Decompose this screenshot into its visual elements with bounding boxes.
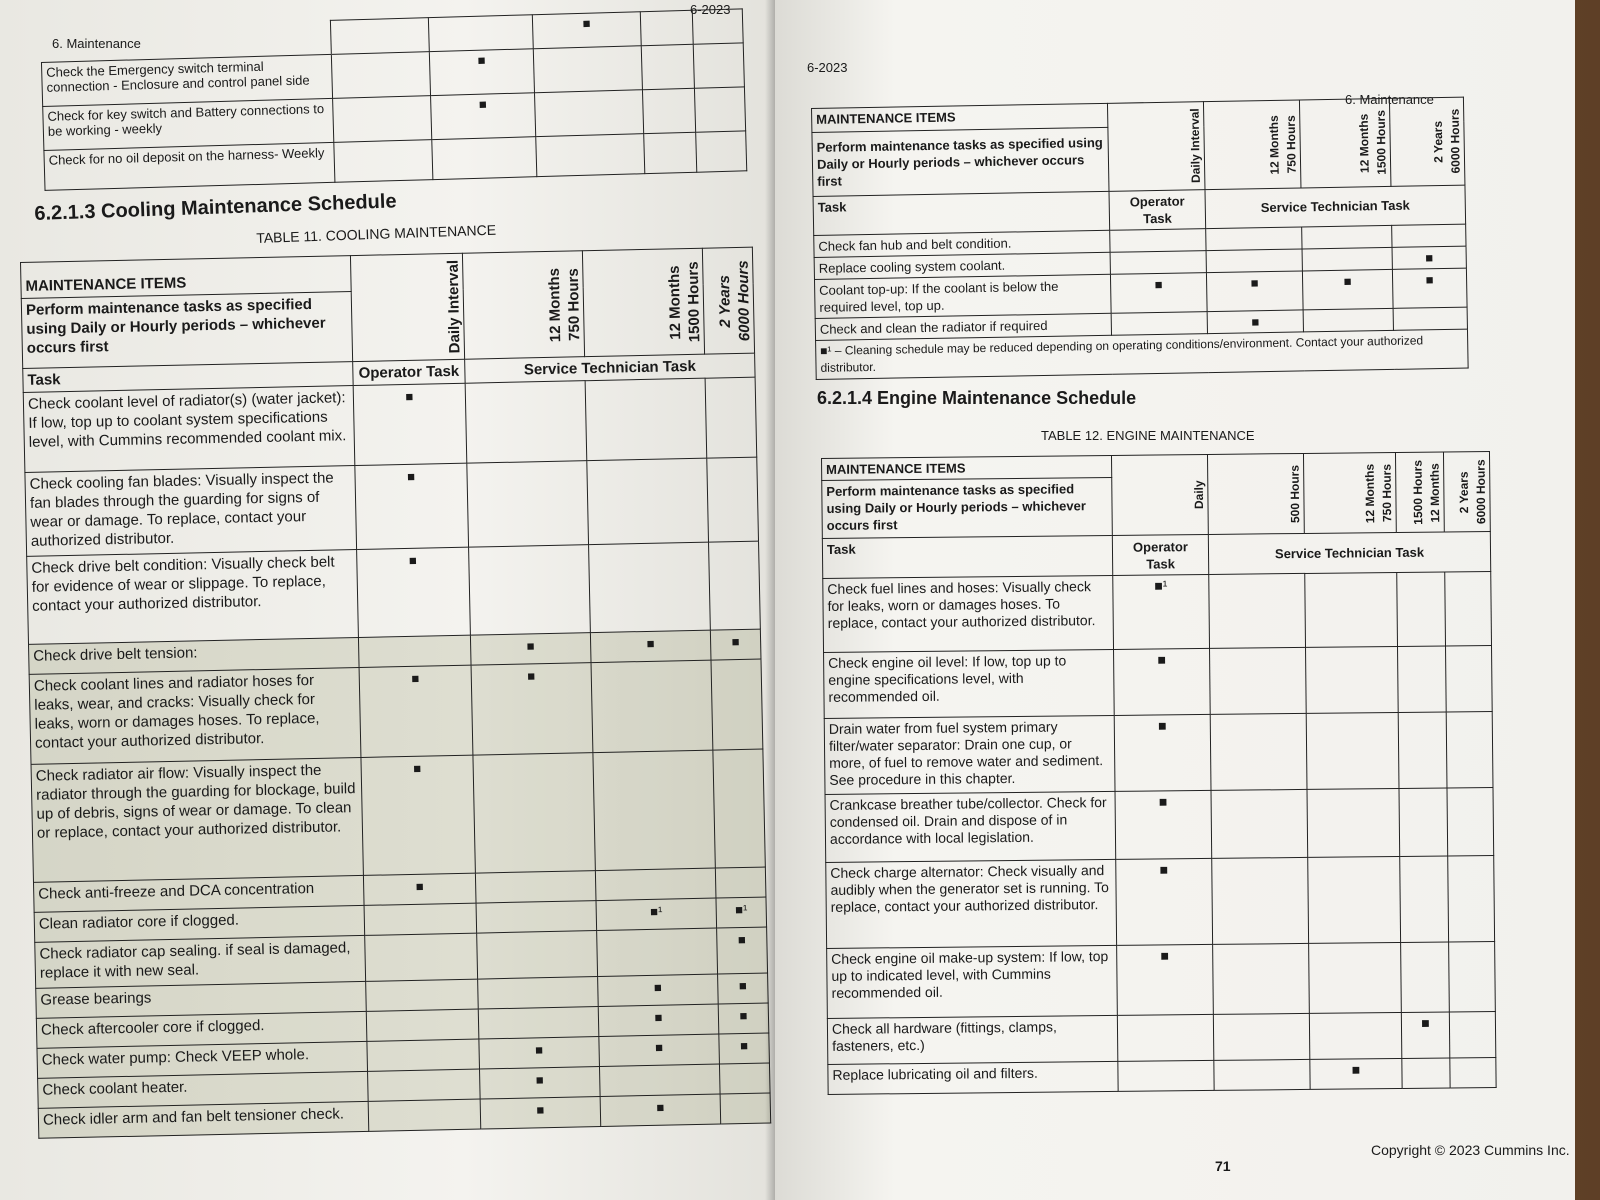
schedule-mark: ■ — [1116, 858, 1213, 945]
schedule-mark: ■¹ — [596, 898, 717, 931]
schedule-mark — [1206, 227, 1302, 251]
schedule-mark: ■ — [480, 1097, 601, 1130]
schedule-mark — [1118, 1060, 1214, 1091]
cell-mark — [333, 96, 432, 143]
schedule-mark — [1213, 943, 1310, 1014]
right-top-date: 6-2023 — [807, 60, 848, 75]
schedule-mark — [368, 1099, 481, 1131]
schedule-mark: ■ — [718, 973, 769, 1004]
top-row-task: Check for no oil deposit on the harness- Weekly — [44, 142, 335, 190]
col-daily: Daily — [1111, 454, 1208, 535]
schedule-mark: ■ — [1207, 310, 1303, 334]
service-task-label: Service Technician Task — [1205, 185, 1466, 229]
schedule-mark: ■¹ — [1113, 574, 1210, 649]
right-header-section: 6. Maintenance — [1345, 92, 1434, 107]
schedule-mark — [1449, 1011, 1495, 1057]
top-header-mark-4 — [692, 9, 743, 44]
schedule-mark: ■ — [1115, 790, 1212, 859]
schedule-mark — [1206, 249, 1302, 273]
col-500h: 500 Hours — [1207, 453, 1304, 534]
schedule-mark — [1213, 1013, 1309, 1060]
table-row — [825, 787, 1494, 862]
maintenance-items-header: MAINTENANCE ITEMS — [21, 256, 352, 299]
col-12m-750h: 12 Months 750 Hours — [1203, 100, 1301, 189]
schedule-mark — [713, 749, 765, 868]
col-12m-750h: 12 Months 750 Hours — [1303, 452, 1396, 533]
task-cell: Replace lubricating oil and filters. — [828, 1061, 1118, 1094]
task-cell: Check drive belt condition: Visually check belt for evidence of wear or slippage. To replace, contact your authorized distributor. — [27, 550, 359, 645]
schedule-mark — [1401, 942, 1450, 1012]
schedule-mark: ■ — [598, 1004, 719, 1037]
schedule-mark — [715, 867, 766, 898]
schedule-mark — [1211, 789, 1308, 858]
left-top-corner: 6-2023 — [690, 2, 731, 17]
cell-mark: ■ — [429, 49, 534, 96]
cell-mark — [641, 44, 694, 89]
schedule-mark — [1305, 572, 1398, 647]
schedule-mark: ■ — [1114, 648, 1211, 715]
schedule-mark: ■ — [717, 927, 768, 974]
cell-mark — [536, 134, 645, 177]
task-cell: Coolant top-up: If the coolant is below the required level, top up. — [814, 274, 1111, 318]
schedule-mark — [707, 458, 759, 543]
table-row — [827, 1011, 1495, 1064]
task-label: Task — [23, 362, 353, 393]
schedule-mark: ■ — [718, 1003, 769, 1034]
col-2y-6000h: 2 Years 6000 Hours — [1389, 97, 1465, 186]
cell-mark — [533, 46, 642, 93]
task-cell: Grease bearings — [36, 982, 367, 1019]
schedule-mark — [367, 1039, 480, 1071]
left-top-table — [40, 8, 747, 191]
table-row — [25, 458, 759, 557]
perform-text: Perform maintenance tasks as specified using Daily or Hourly periods – whichever occurs first — [812, 127, 1109, 196]
cell-mark — [694, 87, 745, 132]
schedule-mark — [477, 931, 598, 980]
schedule-mark — [1302, 225, 1392, 249]
col-12m-1500h: 12 Months 1500 Hours — [582, 248, 704, 357]
schedule-mark — [358, 636, 471, 668]
schedule-mark — [475, 871, 596, 904]
task-cell: Check engine oil make-up system: If low, top up to indicated level, with Cummins recommended oil. — [827, 945, 1118, 1018]
task-cell: Crankcase breather tube/collector. Check for condensed oil. Drain and dispose of in accordance with local legislation. — [825, 791, 1116, 862]
cooling-continued-table — [811, 97, 1469, 380]
task-label: Task — [822, 535, 1112, 578]
task-cell: Check fan hub and belt condition. — [814, 230, 1110, 257]
schedule-mark — [1309, 1012, 1401, 1059]
task-cell: Check all hardware (fittings, clamps, fasteners, etc.) — [827, 1015, 1117, 1064]
page-number: 71 — [1215, 1158, 1231, 1174]
schedule-mark — [1302, 247, 1392, 271]
schedule-mark: ■ — [1110, 272, 1207, 313]
schedule-mark — [585, 379, 707, 461]
table-row — [826, 855, 1495, 948]
task-cell: Check and clean the radiator if required — [815, 313, 1111, 340]
schedule-mark — [593, 750, 715, 870]
schedule-mark: ■ — [598, 974, 719, 1007]
schedule-mark: ■ — [470, 633, 591, 666]
schedule-mark — [1209, 573, 1306, 648]
schedule-mark — [1111, 311, 1207, 335]
schedule-mark: ■ — [479, 1037, 600, 1070]
task-cell: Check engine oil level: If low, top up to engine specifications level, with recommended oil. — [824, 649, 1115, 718]
schedule-mark — [467, 461, 589, 547]
task-cell: Replace cooling system coolant. — [814, 252, 1110, 279]
schedule-mark — [1210, 713, 1307, 790]
task-cell: Check coolant level of radiator(s) (water jacket): If low, top up to coolant system specifications level, with Cummins recommended coolant mix. — [23, 386, 355, 473]
table-row — [31, 749, 765, 882]
task-cell: Check drive belt tension: — [29, 638, 360, 675]
schedule-mark — [1398, 646, 1447, 712]
operator-task-label: Operator Task — [1109, 189, 1206, 230]
copyright: Copyright © 2023 Cummins Inc. — [1371, 1142, 1570, 1158]
engine-section-title: 6.2.1.4 Engine Maintenance Schedule — [817, 388, 1137, 408]
col-12m-750h: 12 Months 750 Hours — [462, 251, 584, 360]
cell-mark — [331, 52, 430, 99]
schedule-mark — [1117, 1014, 1213, 1061]
cell-mark — [644, 132, 697, 173]
perform-text: Perform maintenance tasks as specified using Daily or Hourly periods – whichever occurs first — [21, 292, 352, 369]
schedule-mark — [473, 753, 595, 873]
schedule-mark: ■ — [471, 663, 593, 755]
schedule-mark — [1400, 856, 1449, 942]
schedule-mark: ■ — [363, 873, 476, 905]
cell-mark — [534, 90, 643, 137]
schedule-mark: ■ — [355, 464, 469, 550]
schedule-mark — [1445, 571, 1492, 645]
schedule-mark — [595, 868, 716, 901]
schedule-mark — [1110, 250, 1206, 274]
task-cell: Check coolant heater. — [38, 1072, 369, 1109]
schedule-mark — [1303, 308, 1393, 332]
schedule-mark — [1307, 788, 1400, 857]
table-row — [23, 378, 757, 473]
cell-mark: ■ — [431, 93, 536, 140]
schedule-mark — [587, 459, 709, 545]
task-cell: Check aftercooler core if clogged. — [36, 1012, 367, 1049]
task-cell: Check anti-freeze and DCA concentration — [34, 876, 365, 913]
schedule-mark — [1306, 712, 1399, 789]
schedule-mark: ■ — [361, 756, 475, 876]
schedule-mark — [705, 378, 757, 459]
schedule-mark: ■ — [359, 666, 473, 758]
schedule-mark: ■ — [1392, 246, 1466, 269]
engine-table-caption: TABLE 12. ENGINE MAINTENANCE — [1041, 428, 1255, 443]
schedule-mark: ■ — [1114, 714, 1211, 791]
schedule-mark: ■¹ — [716, 897, 767, 928]
schedule-mark — [1393, 307, 1467, 330]
schedule-mark — [1308, 856, 1401, 943]
schedule-mark — [1399, 788, 1448, 856]
schedule-mark: ■ — [599, 1034, 720, 1067]
table-row — [824, 645, 1493, 718]
col-2y-6000h: 2 Years 6000 Hours — [702, 247, 754, 354]
task-cell: Check radiator air flow: Visually inspect the radiator through the guarding for blockage, build up of debris, signs of wear or damage. To clean or replace, contact your authorized distributor. — [31, 758, 363, 883]
schedule-mark — [368, 1069, 481, 1101]
schedule-mark: ■ — [1302, 269, 1393, 310]
cooling-table-caption: TABLE 11. COOLING MAINTENANCE — [256, 221, 497, 246]
task-cell: Check water pump: Check VEEP whole. — [37, 1042, 368, 1079]
footnote: ■¹ – Cleaning schedule may be reduced depending on operating conditions/environment. Contact your authorized distributor. — [816, 329, 1469, 379]
col-12m-1500h: 12 Months 1500 Hours — [1299, 98, 1391, 187]
schedule-mark — [1450, 1057, 1496, 1087]
schedule-mark — [366, 1009, 479, 1041]
maintenance-items-header: MAINTENANCE ITEMS — [812, 103, 1108, 132]
schedule-mark — [720, 1093, 771, 1124]
schedule-mark — [1306, 646, 1399, 713]
left-page — [0, 0, 775, 1200]
right-page — [775, 0, 1575, 1200]
schedule-mark — [709, 541, 761, 630]
schedule-mark — [1449, 941, 1496, 1011]
schedule-mark: ■ — [1206, 271, 1303, 312]
schedule-mark — [365, 933, 478, 981]
maintenance-items-header: MAINTENANCE ITEMS — [822, 455, 1112, 480]
schedule-mark: ■ — [353, 384, 467, 466]
schedule-mark — [366, 979, 479, 1011]
engine-maintenance-table — [821, 451, 1497, 1095]
task-cell: Check radiator cap sealing. if seal is damaged, replace it with new seal. — [35, 936, 366, 989]
cell-mark — [334, 140, 433, 183]
schedule-mark — [589, 543, 711, 633]
schedule-mark — [597, 928, 718, 977]
cooling-section-title: 6.2.1.3 Cooling Maintenance Schedule — [34, 190, 397, 225]
task-cell: Check cooling fan blades: Visually inspect the fan blades through the guarding for signs of wear or damage. To replace, contact your authorized distributor. — [25, 466, 357, 557]
col-1500h-12m: 1500 Hours 12 Months — [1395, 452, 1444, 532]
schedule-mark — [1446, 645, 1493, 711]
task-cell: Check charge alternator: Check visually and audibly when the generator set is running. To replace, contact your authorized distributor. — [826, 859, 1117, 948]
top-header-mark-2: ■ — [532, 12, 641, 49]
schedule-mark — [364, 903, 477, 935]
col-2y-6000h: 2 Years 6000 Hours — [1443, 451, 1490, 531]
cell-mark — [696, 131, 747, 172]
schedule-mark: ■ — [1392, 268, 1467, 308]
task-cell: Check fuel lines and hoses: Visually check for leaks, worn or damages hoses. To replace, contact your authorized distributor. — [823, 575, 1114, 652]
schedule-mark — [591, 661, 713, 753]
schedule-mark — [1447, 787, 1494, 855]
schedule-mark — [478, 1007, 599, 1040]
table-row — [27, 541, 761, 644]
cell-mark — [693, 43, 744, 88]
table-row — [823, 571, 1492, 652]
operator-task-label: Operator Task — [353, 360, 465, 386]
schedule-mark — [1398, 712, 1447, 788]
schedule-mark — [465, 381, 587, 463]
operator-task-label: Operator Task — [1112, 534, 1208, 575]
schedule-mark: ■ — [480, 1067, 601, 1100]
service-task-label: Service Technician Task — [465, 354, 755, 384]
task-cell: Check coolant lines and radiator hoses for leaks, wear, and cracks: Visually check for leaks, worn or damages hoses. To replace, contact your authorized distributor. — [29, 668, 361, 765]
schedule-mark — [1448, 855, 1495, 941]
task-cell: Drain water from fuel system primary filter/water separator: Drain one cup, or more, of fuel to remove water and sediment. See procedure in this chapter. — [824, 715, 1115, 794]
top-row-task: Check the Emergency switch terminal connection - Enclosure and control panel side — [41, 54, 332, 106]
cooling-maintenance-table — [20, 247, 771, 1140]
schedule-mark — [476, 901, 597, 934]
schedule-mark — [1110, 228, 1206, 252]
perform-text: Perform maintenance tasks as specified using Daily or Hourly periods – whichever occurs first — [822, 477, 1113, 538]
schedule-mark — [599, 1064, 720, 1097]
schedule-mark — [719, 1063, 770, 1094]
table-row — [827, 941, 1496, 1018]
task-cell: Clean radiator core if clogged. — [34, 906, 365, 943]
top-row-task: Check for key switch and Battery connections to be working - weekly — [43, 98, 334, 150]
schedule-mark — [469, 545, 591, 635]
schedule-mark: ■ — [357, 548, 471, 638]
table-row — [29, 659, 763, 764]
col-daily-interval: Daily Interval — [1107, 102, 1205, 191]
schedule-mark: ■ — [710, 629, 761, 660]
schedule-mark — [711, 659, 763, 750]
cell-mark — [432, 137, 537, 180]
schedule-mark — [478, 977, 599, 1010]
schedule-mark — [1212, 857, 1309, 944]
table-row — [828, 1057, 1496, 1094]
top-header-mark-0 — [330, 18, 429, 55]
col-daily-interval: Daily Interval — [350, 253, 464, 362]
schedule-mark: ■ — [1310, 1058, 1402, 1089]
left-header-section: 6. Maintenance — [52, 36, 141, 51]
schedule-mark — [1446, 711, 1493, 787]
schedule-mark — [1397, 572, 1446, 646]
service-task-label: Service Technician Task — [1208, 531, 1490, 574]
schedule-mark — [1402, 1058, 1450, 1089]
schedule-mark: ■ — [719, 1033, 770, 1064]
schedule-mark — [1392, 224, 1466, 247]
schedule-mark — [1309, 942, 1402, 1013]
schedule-mark: ■ — [1401, 1012, 1449, 1059]
schedule-mark: ■ — [590, 631, 711, 664]
top-header-mark-3 — [640, 10, 693, 45]
schedule-mark — [1214, 1059, 1310, 1090]
top-header-mark-1 — [428, 15, 533, 52]
schedule-mark: ■ — [1117, 944, 1214, 1015]
cell-mark — [642, 88, 695, 133]
task-label: Task — [813, 191, 1110, 235]
task-cell: Check idler arm and fan belt tensioner check. — [38, 1102, 369, 1139]
schedule-mark — [1210, 647, 1307, 714]
table-row — [824, 711, 1493, 794]
schedule-mark: ■ — [600, 1094, 721, 1127]
